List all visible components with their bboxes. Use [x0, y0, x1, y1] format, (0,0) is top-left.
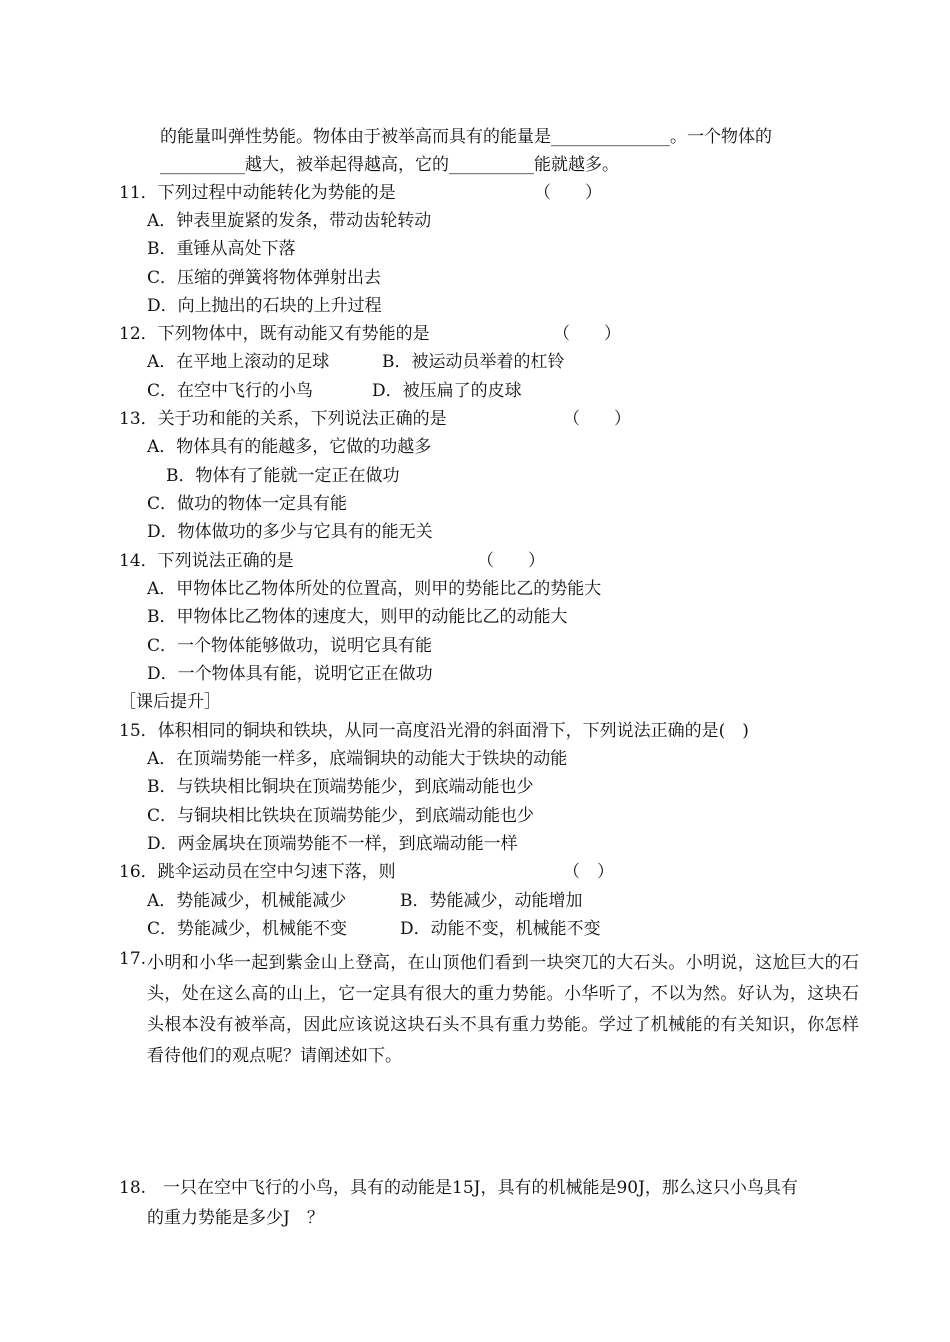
section-heading: ［课后提升］	[119, 692, 221, 712]
intro-line-2: __________越大，被举起得越高，它的__________能就越多。	[160, 155, 619, 175]
q16-option-b: B．势能减少，动能增加	[400, 891, 583, 911]
q12-option-a: A．在平地上滚动的足球	[147, 352, 330, 372]
q12-stem: 12．下列物体中，既有动能又有势能的是	[119, 324, 430, 344]
q14-answer-blank: （ ）	[477, 551, 545, 571]
q14-option-a: A．甲物体比乙物体所处的位置高，则甲的势能比乙的势能大	[147, 579, 602, 599]
q12-option-c: C．在空中飞行的小鸟	[147, 381, 314, 401]
q16-answer-blank: （ ）	[563, 862, 614, 882]
q11-answer-blank: （ ）	[534, 183, 602, 203]
q16-stem: 16．跳伞运动员在空中匀速下落，则	[119, 862, 396, 882]
q13-option-b: B．物体有了能就一定正在做功	[166, 466, 400, 486]
q11-option-b: B．重锤从高处下落	[147, 239, 296, 259]
q17-number: 17.	[119, 949, 147, 969]
q15-option-d: D．两金属块在顶端势能不一样，到底端动能一样	[147, 834, 518, 854]
intro-line-1: 的能量叫弹性势能。物体由于被举高而具有的能量是______________。一个物体的	[160, 127, 772, 147]
q12-answer-blank: （ ）	[553, 324, 621, 344]
q16-option-d: D．动能不变，机械能不变	[400, 919, 601, 939]
q16-option-c: C．势能减少，机械能不变	[147, 919, 348, 939]
q14-option-c: C．一个物体能够做功，说明它具有能	[147, 636, 433, 656]
q18-number: 18.	[119, 1178, 147, 1198]
q18-line-2: 的重力势能是多少J ？	[147, 1208, 324, 1228]
q15-option-c: C．与铜块相比铁块在顶端势能少，到底端动能也少	[147, 806, 535, 826]
q11-option-d: D．向上抛出的石块的上升过程	[147, 296, 382, 316]
q14-option-d: D．一个物体具有能，说明它正在做功	[147, 664, 433, 684]
q15-option-b: B．与铁块相比铜块在顶端势能少，到底端动能也少	[147, 777, 534, 797]
q15-stem: 15．体积相同的铜块和铁块，从同一高度沿光滑的斜面滑下，下列说法正确的是( )	[119, 721, 749, 741]
q13-stem: 13．关于功和能的关系，下列说法正确的是	[119, 409, 447, 429]
q13-option-c: C．做功的物体一定具有能	[147, 494, 348, 514]
q11-option-c: C．压缩的弹簧将物体弹射出去	[147, 268, 382, 288]
q14-stem: 14．下列说法正确的是	[119, 551, 294, 571]
q13-option-a: A．物体具有的能越多，它做的功越多	[147, 437, 432, 457]
q15-option-a: A．在顶端势能一样多，底端铜块的动能大于铁块的动能	[147, 749, 568, 769]
q11-option-a: A．钟表里旋紧的发条，带动齿轮转动	[147, 211, 432, 231]
q17-text: 小明和小华一起到紫金山上登高，在山顶他们看到一块突兀的大石头。小明说，这尬巨大的石头，处在这么高的山上，它一定具有很大的重力势能。小华听了，不以为然。好认为，这块石头根本没有被举高，因此应该说这块石头不具有重力势能。学过了机械能的有关知识，你怎样看待他们的观点呢？请阐述如下。	[147, 953, 859, 1066]
q12-option-b: B．被运动员举着的杠铃	[382, 352, 565, 372]
q12-option-d: D．被压扁了的皮球	[372, 381, 522, 401]
q13-answer-blank: （ ）	[563, 409, 631, 429]
q16-option-a: A．势能减少，机械能减少	[147, 891, 347, 911]
q18-line-1: 一只在空中飞行的小鸟，具有的动能是15J，具有的机械能是90J，那么这只小鸟具有	[163, 1178, 798, 1198]
q14-option-b: B．甲物体比乙物体的速度大，则甲的动能比乙的动能大	[147, 607, 568, 627]
q11-stem: 11．下列过程中动能转化为势能的是	[119, 183, 396, 203]
q13-option-d: D．物体做功的多少与它具有的能无关	[147, 522, 433, 542]
